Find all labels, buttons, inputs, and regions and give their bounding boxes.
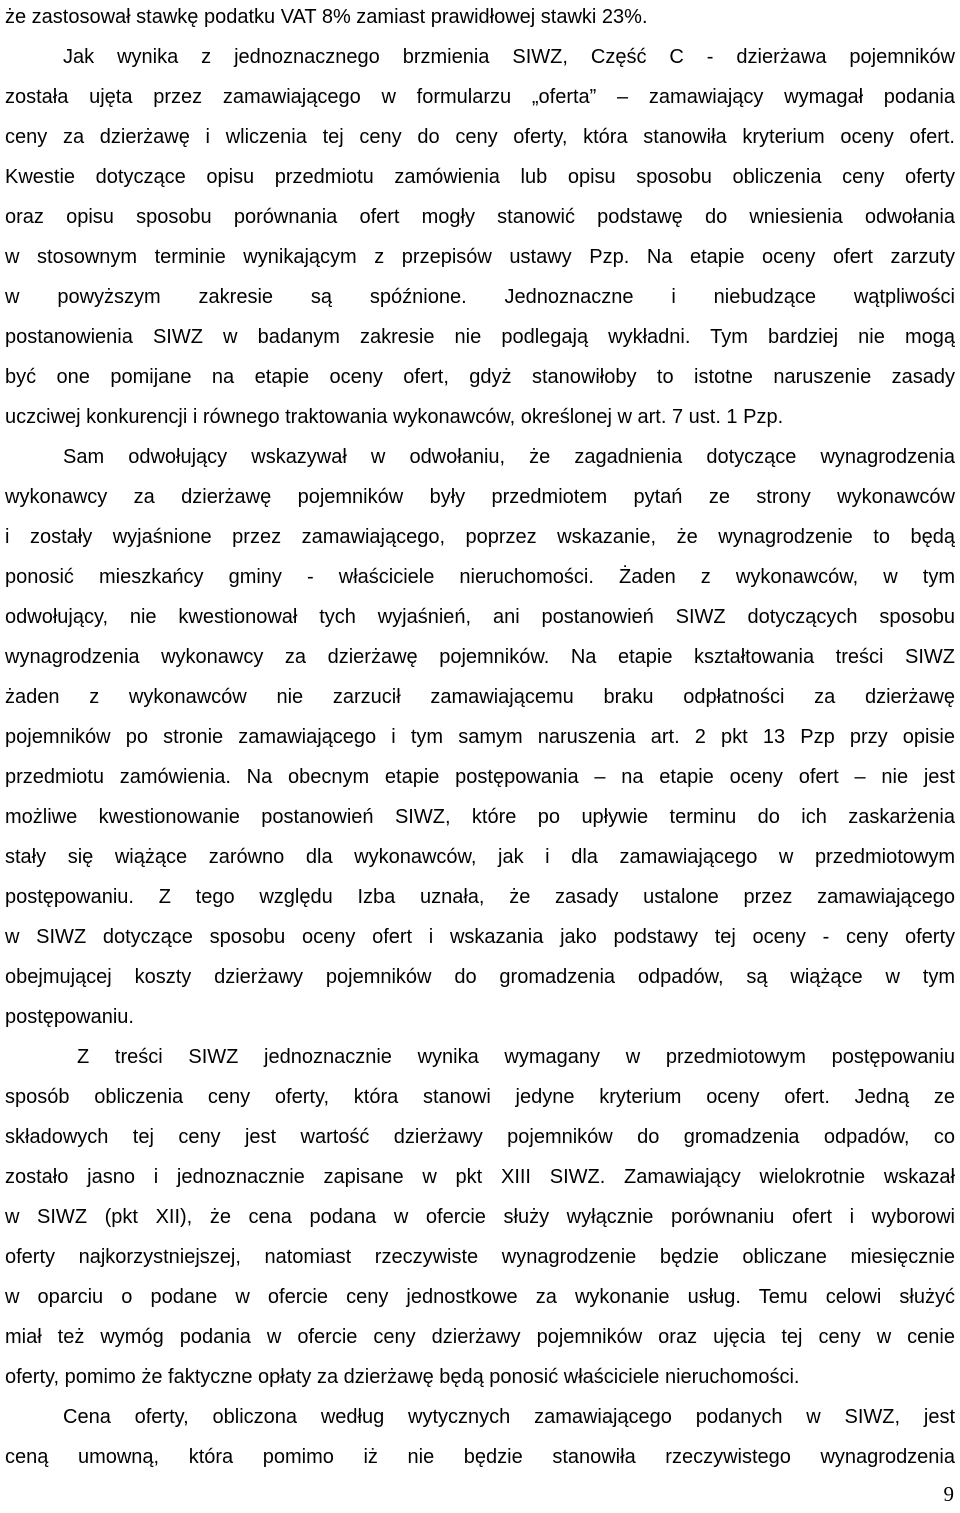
text-line: przedmiotu zamówienia. Na obecnym etapie postępowania – na etapie oceny ofert – nie jest [5,766,955,788]
text-line: żaden z wykonawców nie zarzucił zamawiającemu braku odpłatności za dzierżawę [5,686,955,708]
text-line: i zostały wyjaśnione przez zamawiającego, poprzez wskazanie, że wynagrodzenie to będą [5,526,955,548]
text-line: w stosownym terminie wynikającym z przepisów ustawy Pzp. Na etapie oceny ofert zarzuty [5,246,955,268]
text-line: Z treści SIWZ jednoznacznie wynika wymagany w przedmiotowym postępowaniu [77,1046,955,1068]
text-line: wykonawcy za dzierżawę pojemników były przedmiotem pytań ze strony wykonawców [5,486,955,508]
text-line: uczciwej konkurencji i równego traktowania wykonawców, określonej w art. 7 ust. 1 Pzp. [5,406,784,428]
text-line: oferty najkorzystniejszej, natomiast rzeczywiste wynagrodzenie będzie obliczane miesięcznie [5,1246,955,1268]
text-line: miał też wymóg podania w ofercie ceny dzierżawy pojemników oraz ujęcia tej ceny w cenie [5,1326,955,1348]
page-number: 9 [943,1482,954,1506]
text-line: Sam odwołujący wskazywał w odwołaniu, że zagadnienia dotyczące wynagrodzenia [63,446,955,468]
text-line: w powyższym zakresie są spóźnione. Jednoznaczne i niebudzące wątpliwości [5,286,955,308]
text-line: Kwestie dotyczące opisu przedmiotu zamówienia lub opisu sposobu obliczenia ceny oferty [5,166,955,188]
text-line: stały się wiążące zarówno dla wykonawców, jak i dla zamawiającego w przedmiotowym [5,846,955,868]
document-page [5,0,955,1513]
text-line: być one pomijane na etapie oceny ofert, gdyż stanowiłoby to istotne naruszenie zasady [5,366,955,388]
text-line: odwołujący, nie kwestionował tych wyjaśnień, ani postanowień SIWZ dotyczących sposobu [5,606,955,628]
text-line: postępowaniu. Z tego względu Izba uznała, że zasady ustalone przez zamawiającego [5,886,955,908]
text-line: ceną umowną, która pomimo iż nie będzie stanowiła rzeczywistego wynagrodzenia [5,1446,955,1468]
text-line: obejmującej koszty dzierżawy pojemników do gromadzenia odpadów, są wiążące w tym [5,966,955,988]
text-line: w SIWZ dotyczące sposobu oceny ofert i wskazania jako podstawy tej oceny - ceny oferty [5,926,955,948]
text-line: pojemników po stronie zamawiającego i tym samym naruszenia art. 2 pkt 13 Pzp przy opisie [5,726,955,748]
text-line: ceny za dzierżawę i wliczenia tej ceny do ceny oferty, która stanowiła kryterium oceny ofert. [5,126,955,148]
text-line: oferty, pomimo że faktyczne opłaty za dzierżawę będą ponosić właściciele nieruchomości. [5,1366,800,1388]
text-line: Jak wynika z jednoznacznego brzmienia SIWZ, Część C - dzierżawa pojemników [63,46,955,68]
text-line: oraz opisu sposobu porównania ofert mogły stanowić podstawę do wniesienia odwołania [5,206,955,228]
text-line: została ujęta przez zamawiającego w formularzu „oferta” – zamawiający wymagał podania [5,86,955,108]
text-line: w oparciu o podane w ofercie ceny jednostkowe za wykonanie usług. Temu celowi służyć [5,1286,955,1308]
text-line: postanowienia SIWZ w badanym zakresie nie podlegają wykładni. Tym bardziej nie mogą [5,326,955,348]
text-line: ponosić mieszkańcy gminy - właściciele nieruchomości. Żaden z wykonawców, w tym [5,566,955,588]
text-line: zostało jasno i jednoznacznie zapisane w pkt XIII SIWZ. Zamawiający wielokrotnie wskazał [5,1166,955,1188]
text-line: w SIWZ (pkt XII), że cena podana w ofercie służy wyłącznie porównaniu ofert i wyborowi [5,1206,955,1228]
text-line: wynagrodzenia wykonawcy za dzierżawę pojemników. Na etapie kształtowania treści SIWZ [5,646,955,668]
text-line: Cena oferty, obliczona według wytycznych zamawiającego podanych w SIWZ, jest [63,1406,955,1428]
text-line: postępowaniu. [5,1006,134,1028]
text-line: sposób obliczenia ceny oferty, która stanowi jedyne kryterium oceny ofert. Jedną ze [5,1086,955,1108]
text-line: składowych tej ceny jest wartość dzierżawy pojemników do gromadzenia odpadów, co [5,1126,955,1148]
text-line: że zastosował stawkę podatku VAT 8% zamiast prawidłowej stawki 23%. [5,6,648,28]
text-line: możliwe kwestionowanie postanowień SIWZ, które po upływie terminu do ich zaskarżenia [5,806,955,828]
